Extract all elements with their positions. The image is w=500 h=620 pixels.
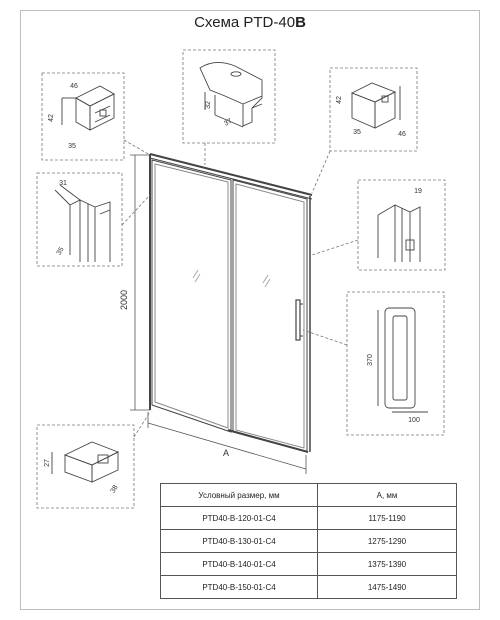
bracket-right-dim-3: 46: [398, 131, 406, 138]
leader-seal: [312, 240, 358, 255]
title-suffix: B: [295, 14, 306, 31]
detail-wall-profile: [37, 173, 122, 266]
model-cell: PTD40-B-140-01-C4: [161, 553, 318, 576]
table-row: [161, 576, 457, 599]
top-profile-dim-1: 32: [205, 101, 212, 109]
height-label: 2000: [119, 289, 129, 311]
range-cell: 1475-1490: [318, 576, 457, 599]
handle-dim-2: 100: [408, 417, 420, 424]
table-row: [161, 553, 457, 576]
bracket-right-dim-1: 42: [336, 96, 343, 104]
width-label: A: [222, 448, 230, 458]
wall-profile-dim-2: 35: [55, 246, 66, 257]
stopper-dim-1: 27: [44, 459, 51, 467]
detail-bracket-left: [42, 73, 124, 160]
detail-seal: [358, 180, 445, 270]
model-cell: PTD40-B-120-01-C4: [161, 507, 318, 530]
model-cell: PTD40-B-130-01-C4: [161, 530, 318, 553]
bracket-left-dim-3: 35: [68, 143, 76, 150]
leader-wall-profile: [122, 195, 150, 225]
leader-bracket-left: [124, 140, 150, 155]
seal-dim-1: 19: [414, 188, 422, 195]
range-cell: 1275-1290: [318, 530, 457, 553]
height-dimension: [130, 155, 150, 410]
header-size: Условный размер, мм: [161, 484, 318, 507]
wall-profile-dim-1: 31: [59, 180, 67, 187]
header-width: A, мм: [318, 484, 457, 507]
detail-handle: [347, 292, 444, 435]
table-row: [161, 530, 457, 553]
table-row: [161, 507, 457, 530]
handle-dim-1: 370: [367, 354, 374, 366]
range-cell: 1375-1390: [318, 553, 457, 576]
bracket-left-dim-2: 42: [48, 114, 55, 122]
title-prefix: Схема PTD-40: [194, 14, 296, 31]
detail-stopper: [37, 425, 134, 508]
table-header-row: [161, 484, 457, 507]
width-dimension: [148, 412, 306, 474]
bracket-right-dim-2: 35: [353, 129, 361, 136]
leader-bracket-right: [312, 151, 330, 193]
model-cell: PTD40-B-150-01-C4: [161, 576, 318, 599]
bracket-left-dim-1: 46: [70, 83, 78, 90]
shower-door: [150, 154, 312, 452]
size-table: [160, 483, 457, 599]
top-profile-dim-2: 37: [223, 117, 234, 128]
detail-bracket-right: [330, 68, 417, 151]
stopper-dim-2: 38: [109, 484, 120, 495]
detail-top-profile: [183, 50, 275, 143]
range-cell: 1175-1190: [318, 507, 457, 530]
